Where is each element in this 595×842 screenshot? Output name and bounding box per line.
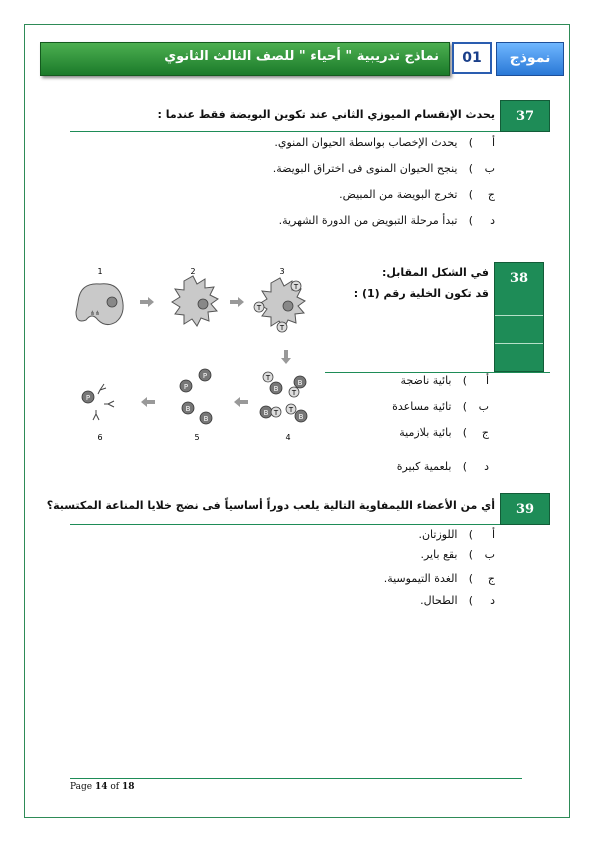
option-b[interactable]: ب) تائية مساعدة — [392, 400, 489, 413]
option-b[interactable]: ب) ينجح الحيوان المنوى فى اختراق البويضة. — [272, 162, 495, 175]
t-cell-label: T — [288, 406, 294, 414]
antibody-icon — [104, 401, 114, 407]
model-number: 01 — [452, 42, 492, 74]
stage-label-3: 3 — [279, 267, 285, 276]
question-divider — [70, 131, 500, 132]
option-c[interactable]: ج) الغدة التيموسية. — [383, 572, 495, 585]
option-d[interactable]: د) الطحال. — [420, 594, 495, 607]
option-a[interactable]: أ) بائية ناضجة — [400, 374, 489, 387]
question-number-38: 38 — [494, 262, 544, 372]
header-bar — [40, 42, 450, 76]
svg-text:⋔⋔: ⋔⋔ — [90, 310, 101, 317]
question-number-37: 37 — [500, 100, 550, 132]
antibody-icon — [93, 410, 99, 420]
arrow-icon — [140, 297, 154, 307]
b-cell-label: B — [263, 409, 269, 417]
arrow-icon — [230, 297, 244, 307]
question-number-39: 39 — [500, 493, 550, 525]
question-text-37: يحدث الإنقسام الميوزي الثاني عند تكوين البويضة فقط عندما : — [157, 108, 495, 121]
b-cell-label: B — [203, 415, 209, 423]
page-title: نماذج تدريبية " أحياء " للصف الثالث الثانوي — [164, 49, 439, 64]
b-cell-label: B — [297, 379, 303, 387]
macrophage-cell — [76, 284, 123, 325]
option-d[interactable]: د) تبدأ مرحلة التبويض من الدورة الشهرية. — [278, 214, 495, 227]
question-divider — [70, 524, 500, 525]
spiky-cell-stage2 — [172, 276, 218, 326]
lymphocyte-cluster-stage4 — [260, 372, 307, 422]
plasma-cells-stage5 — [180, 369, 212, 424]
options-37 — [95, 136, 495, 236]
p-cell-label: P — [202, 372, 208, 380]
option-a[interactable]: أ) اللوزتان. — [418, 528, 495, 541]
footer-divider — [70, 778, 522, 779]
option-c[interactable]: ج) تخرج البويضة من المبيض. — [339, 188, 495, 201]
spiky-cell-stage3 — [254, 278, 305, 332]
option-a[interactable]: أ) يحدث الإخصاب بواسطة الحيوان المنوي. — [274, 136, 495, 149]
stage-label-2: 2 — [190, 267, 196, 276]
antibody-icon — [98, 384, 106, 394]
current-page: 14 — [94, 782, 108, 792]
stage-label-4: 4 — [285, 433, 291, 442]
t-cell-label: T — [256, 304, 262, 312]
t-cell-label: T — [291, 389, 297, 397]
t-cell-label: T — [293, 283, 299, 291]
arrow-icon — [234, 397, 248, 407]
total-pages: 18 — [122, 782, 135, 792]
t-cell-label: T — [265, 374, 271, 382]
immune-response-diagram — [60, 262, 320, 452]
stage-label-1: 1 — [97, 267, 103, 276]
stage-label-6: 6 — [97, 433, 103, 442]
b-cell-label: B — [273, 385, 279, 393]
question-text-38-line2: قد تكون الخلية رقم (1) : — [353, 287, 489, 300]
t-cell-label: T — [279, 324, 285, 332]
question-text-39: أي من الأعضاء الليمفاوية التالية يلعب دوراً أساسياً فى نضج خلايا المناعة المكتسبة؟ — [46, 499, 495, 512]
b-cell-label: B — [298, 413, 304, 421]
question-text-38-line1: في الشكل المقابل: — [382, 266, 489, 279]
plasma-cell-antibodies-stage6 — [82, 384, 114, 420]
t-cell-label: T — [273, 409, 279, 417]
b-cell-label: B — [185, 405, 191, 413]
p-cell-label: P — [183, 383, 189, 391]
arrow-icon — [141, 397, 155, 407]
option-b[interactable]: ب) بقع باير. — [420, 548, 495, 561]
stage-label-5: 5 — [194, 433, 200, 442]
option-c[interactable]: ج) بائية بلازمية — [399, 426, 489, 439]
options-39 — [295, 528, 495, 618]
question-divider — [325, 372, 550, 373]
model-label: نموذج — [496, 42, 564, 76]
p-cell-label: P — [85, 394, 91, 402]
page-footer: Page 14 of 18 — [70, 782, 135, 792]
option-d[interactable]: د) بلعمية كبيرة — [396, 460, 489, 473]
arrow-icon — [281, 350, 291, 364]
